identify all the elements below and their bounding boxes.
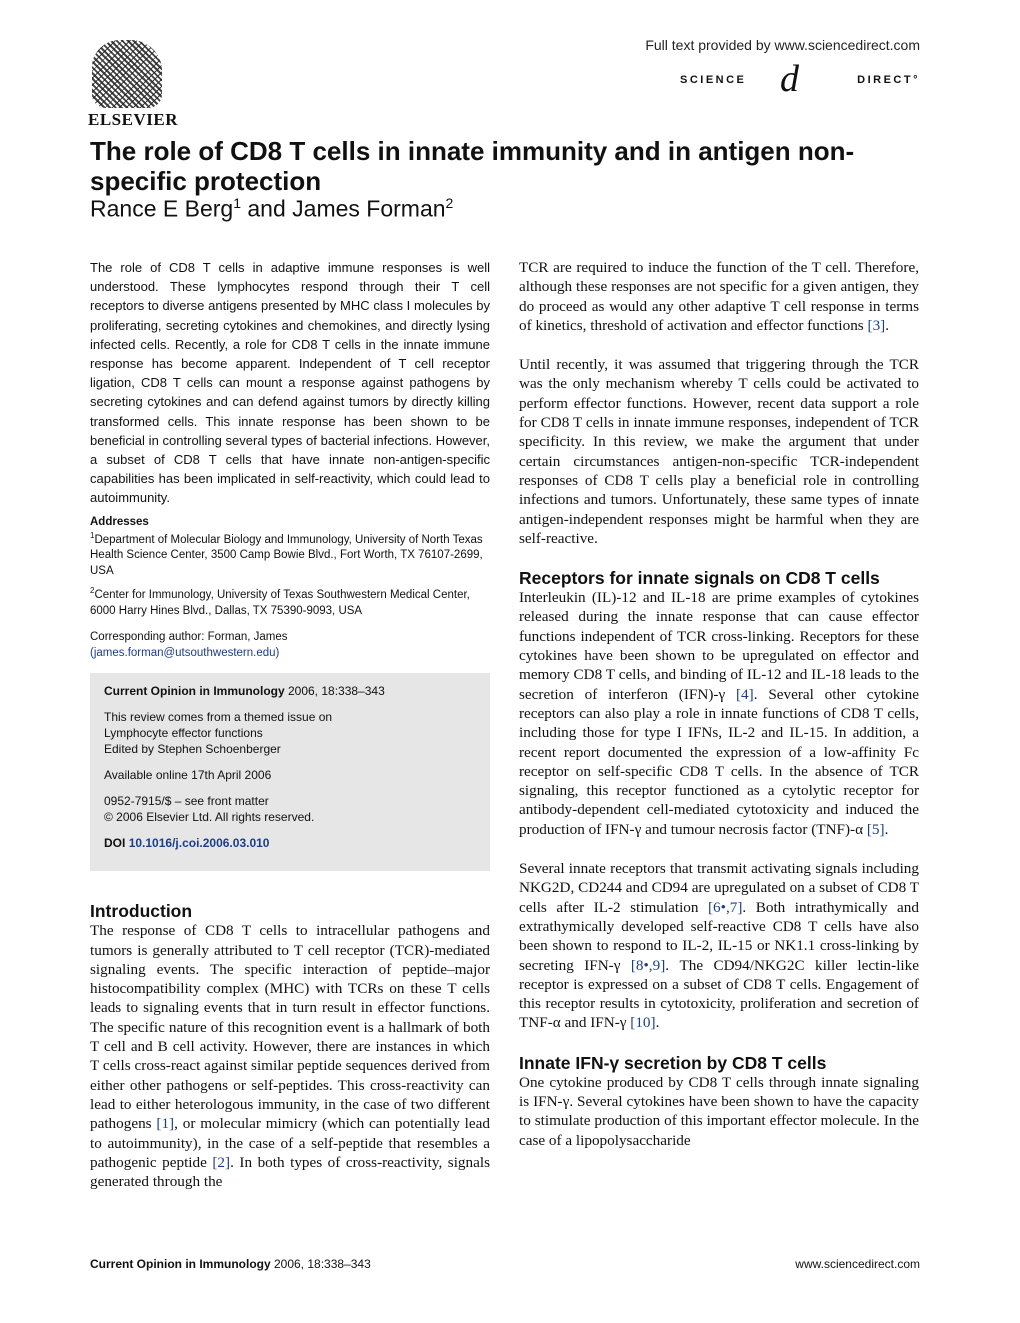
rec-p1-text-1: Interleukin (IL)-12 and IL-18 are prime examples of cytokines released during the innate response that can cause effector functions independent of TCR cross-linking. Receptors for these cytokines have been shown to be upregulated on effector and memory CD8 T cells, and binding of IL-12 and IL-18 leads to the secretion of interferon (IFN)-γ <box>519 589 919 703</box>
author-2-affil: 2 <box>445 195 454 211</box>
ref-link-2[interactable]: [2] <box>212 1153 231 1171</box>
sd-logo-left: SCIENCE <box>680 74 747 86</box>
box-theme-line-2: Lymphocyte effector functions <box>104 726 263 741</box>
box-theme <box>104 709 476 757</box>
full-text-notice[interactable]: Full text provided by www.sciencedirect.com <box>645 37 920 53</box>
box-issn: 0952-7915/$ – see front matter <box>104 794 269 809</box>
address-1-text: Department of Molecular Biology and Immunology, University of North Texas Health Science Center, 3500 Camp Bowie Blvd., Fort Worth, TX 76107-2699, USA <box>90 533 483 578</box>
ref-link-10[interactable]: [10] <box>630 1014 656 1032</box>
box-volume: 2006, 18:338–343 <box>284 684 385 699</box>
elsevier-tree-icon <box>92 40 162 108</box>
box-copyright-line: © 2006 Elsevier Ltd. All rights reserved. <box>104 810 315 825</box>
author-1: Rance E Berg <box>90 195 234 222</box>
elsevier-logo <box>88 40 178 130</box>
address-1 <box>90 528 490 580</box>
address-2 <box>90 583 490 619</box>
ref-link-6-7[interactable]: [6•,7] <box>708 898 743 916</box>
right-paragraph-2: Until recently, it was assumed that triggering through the TCR was the only mechanism whereby T cells could be activated to perform effector functions. However, recent data support a role for CD8 T cells in innate immune responses, independent of TCR specificity. In this review, we make the argument that under certain circumstances antigen-non-specific TCR-independent responses of CD8 T cells play a beneficial role in controlling infections and tumors. Unfortunately, these same types of innate antigen-independent responses might be harmful when they are self-reactive. <box>519 356 919 547</box>
sciencedirect-logo[interactable] <box>680 58 920 100</box>
heading-receptors: Receptors for innate signals on CD8 T cells <box>519 568 880 589</box>
footer-citation <box>90 1257 371 1271</box>
publisher-name: ELSEVIER <box>88 110 178 129</box>
box-available: Available online 17th April 2006 <box>104 768 272 783</box>
corresponding-label: Corresponding author: Forman, James <box>90 631 288 644</box>
author-2: and James Forman <box>241 195 446 222</box>
box-theme-line-3: Edited by Stephen Schoenberger <box>104 742 281 757</box>
intro-text-3: . In both types of cross-reactivity, signals generated through the <box>90 1153 490 1191</box>
abstract: The role of CD8 T cells in adaptive immune responses is well understood. These lymphocytes respond through their T cell receptors to diverse antigens presented by MHC class I molecules by proliferating, secreting cytokines and chemokines, and directly lysing infected cells. Recently, a role for CD8 T cells in the innate immune response has become apparent. Independent of T cell receptor ligation, CD8 T cells can mount a response against pathogens by secreting cytokines and can defend against tumors by directly killing transformed cells. This innate response has been shown to be beneficial in controlling several types of bacterial infections. However, a subset of CD8 T cells that have innate non-antigen-specific capabilities has been implicated in self-reactivity, which could lead to autoimmunity. <box>90 260 490 506</box>
address-2-num: 2 <box>90 586 95 596</box>
box-theme-line-1: This review comes from a themed issue on <box>104 710 333 725</box>
ifn-paragraph: One cytokine produced by CD8 T cells through innate signaling is IFN-γ. Several cytokines have been shown to have the capacity to stimulate production of this important effector molecule. In the case of a lipopolysaccharide <box>519 1073 919 1149</box>
box-doi <box>104 835 476 851</box>
corresponding-author <box>90 629 490 661</box>
ref-link-8-9[interactable]: [8•,9] <box>630 956 666 974</box>
right-paragraph-1 <box>519 258 919 335</box>
sd-logo-mark: d <box>780 58 799 100</box>
heading-introduction: Introduction <box>90 901 193 922</box>
rec-p1-text-2: . Several other cytokine receptors can also play a role in innate functions of CD8 T cells, including those for type I IFNs, IL-2 and IL-15. In addition, a recent report documented the expression of a low-affinity Fc receptor on self-specific CD8 T cells. In the absence of TCR signaling, this receptor functioned as a cytolytic receptor for antibody-dependent cell-mediated cytotoxicity and induced the production of IFN-γ and tumour necrosis factor (TNF)-α <box>519 685 919 838</box>
rec-p2-text-1: Several innate receptors that transmit activating signals including NKG2D, CD244 and CD94 are upregulated on a subset of CD8 T cells after IL-2 stimulation <box>519 860 919 916</box>
rec-p2-end: . <box>655 1014 660 1032</box>
box-doi-label: DOI <box>104 836 126 851</box>
corresponding-email-link[interactable]: (james.forman@utsouthwestern.edu) <box>90 647 280 660</box>
address-1-num: 1 <box>90 530 95 540</box>
intro-text-2: , or molecular mimicry (which can potentially lead to autoimmunity), in the case of a self-peptide that resembles a pathogenic peptide <box>90 1115 490 1171</box>
sd-logo-right: DIRECT° <box>857 74 920 86</box>
right-p1-end: . <box>885 316 890 334</box>
rec-p1-end: . <box>884 820 889 838</box>
author-1-affil: 1 <box>233 195 241 211</box>
article-title: The role of CD8 T cells in innate immunity and in antigen non-specific protection <box>90 136 855 196</box>
footer-journal: Current Opinion in Immunology <box>90 1257 271 1271</box>
ref-link-3[interactable]: [3] <box>867 316 886 334</box>
page-footer <box>90 1257 920 1271</box>
right-p1-text: TCR are required to induce the function of the T cell. Therefore, although these responses are not specific for a given antigen, they do proceed as would any other adaptive T cell response in terms of kinetics, threshold of activation and effector functions <box>519 259 919 334</box>
article-info-box <box>90 673 490 871</box>
box-citation <box>104 683 476 699</box>
receptors-paragraph-1 <box>519 588 919 839</box>
addresses-heading: Addresses <box>90 515 149 528</box>
ref-link-1[interactable]: [1] <box>156 1115 175 1133</box>
address-2-text: Center for Immunology, University of Texas Southwestern Medical Center, 6000 Harry Hines Blvd., Dallas, TX 75390-9093, USA <box>90 589 470 618</box>
rec-p2-text-3: . The CD94/NKG2C killer lectin-like receptor is expressed on a subset of CD8 T cells. Engagement of this receptor results in cytotoxicity, proliferation and secretion of TNF-α and IFN-γ <box>519 956 919 1032</box>
box-journal: Current Opinion in Immunology <box>104 684 285 699</box>
ref-link-5[interactable]: [5] <box>866 820 885 838</box>
doi-link[interactable]: 10.1016/j.coi.2006.03.010 <box>128 836 270 851</box>
author-line <box>90 195 453 223</box>
ref-link-4[interactable]: [4] <box>735 685 754 703</box>
intro-text-1: The response of CD8 T cells to intracellular pathogens and tumors is generally attributed to T cell receptor (TCR)-mediated signaling events. The specific interaction of peptide–major histocompatibility complex (MHC) with TCRs on these T cells leads to signaling events that in turn result in effector functions. The specific nature of this recognition event is a hallmark of both T cell and B cell activity. However, there are instances in which T cells cross-react against similar peptide sequences derived from either other pathogens or self-peptides. This cross-reactivity can lead to either heterologous immunity, in the case of two different pathogens <box>90 922 490 1133</box>
intro-paragraph <box>90 921 490 1191</box>
receptors-paragraph-2 <box>519 859 919 1033</box>
footer-volume: 2006, 18:338–343 <box>270 1257 371 1271</box>
box-copyright <box>104 793 476 825</box>
rec-p2-text-2: . Both intrathymically and extrathymically developed self-reactive CD8 T cells have also been shown to respond to IL-2, IL-15 or NK1.1 cross-linking by secreting IFN-γ <box>519 898 919 974</box>
heading-ifn: Innate IFN-γ secretion by CD8 T cells <box>519 1052 827 1073</box>
footer-url[interactable]: www.sciencedirect.com <box>795 1257 920 1271</box>
